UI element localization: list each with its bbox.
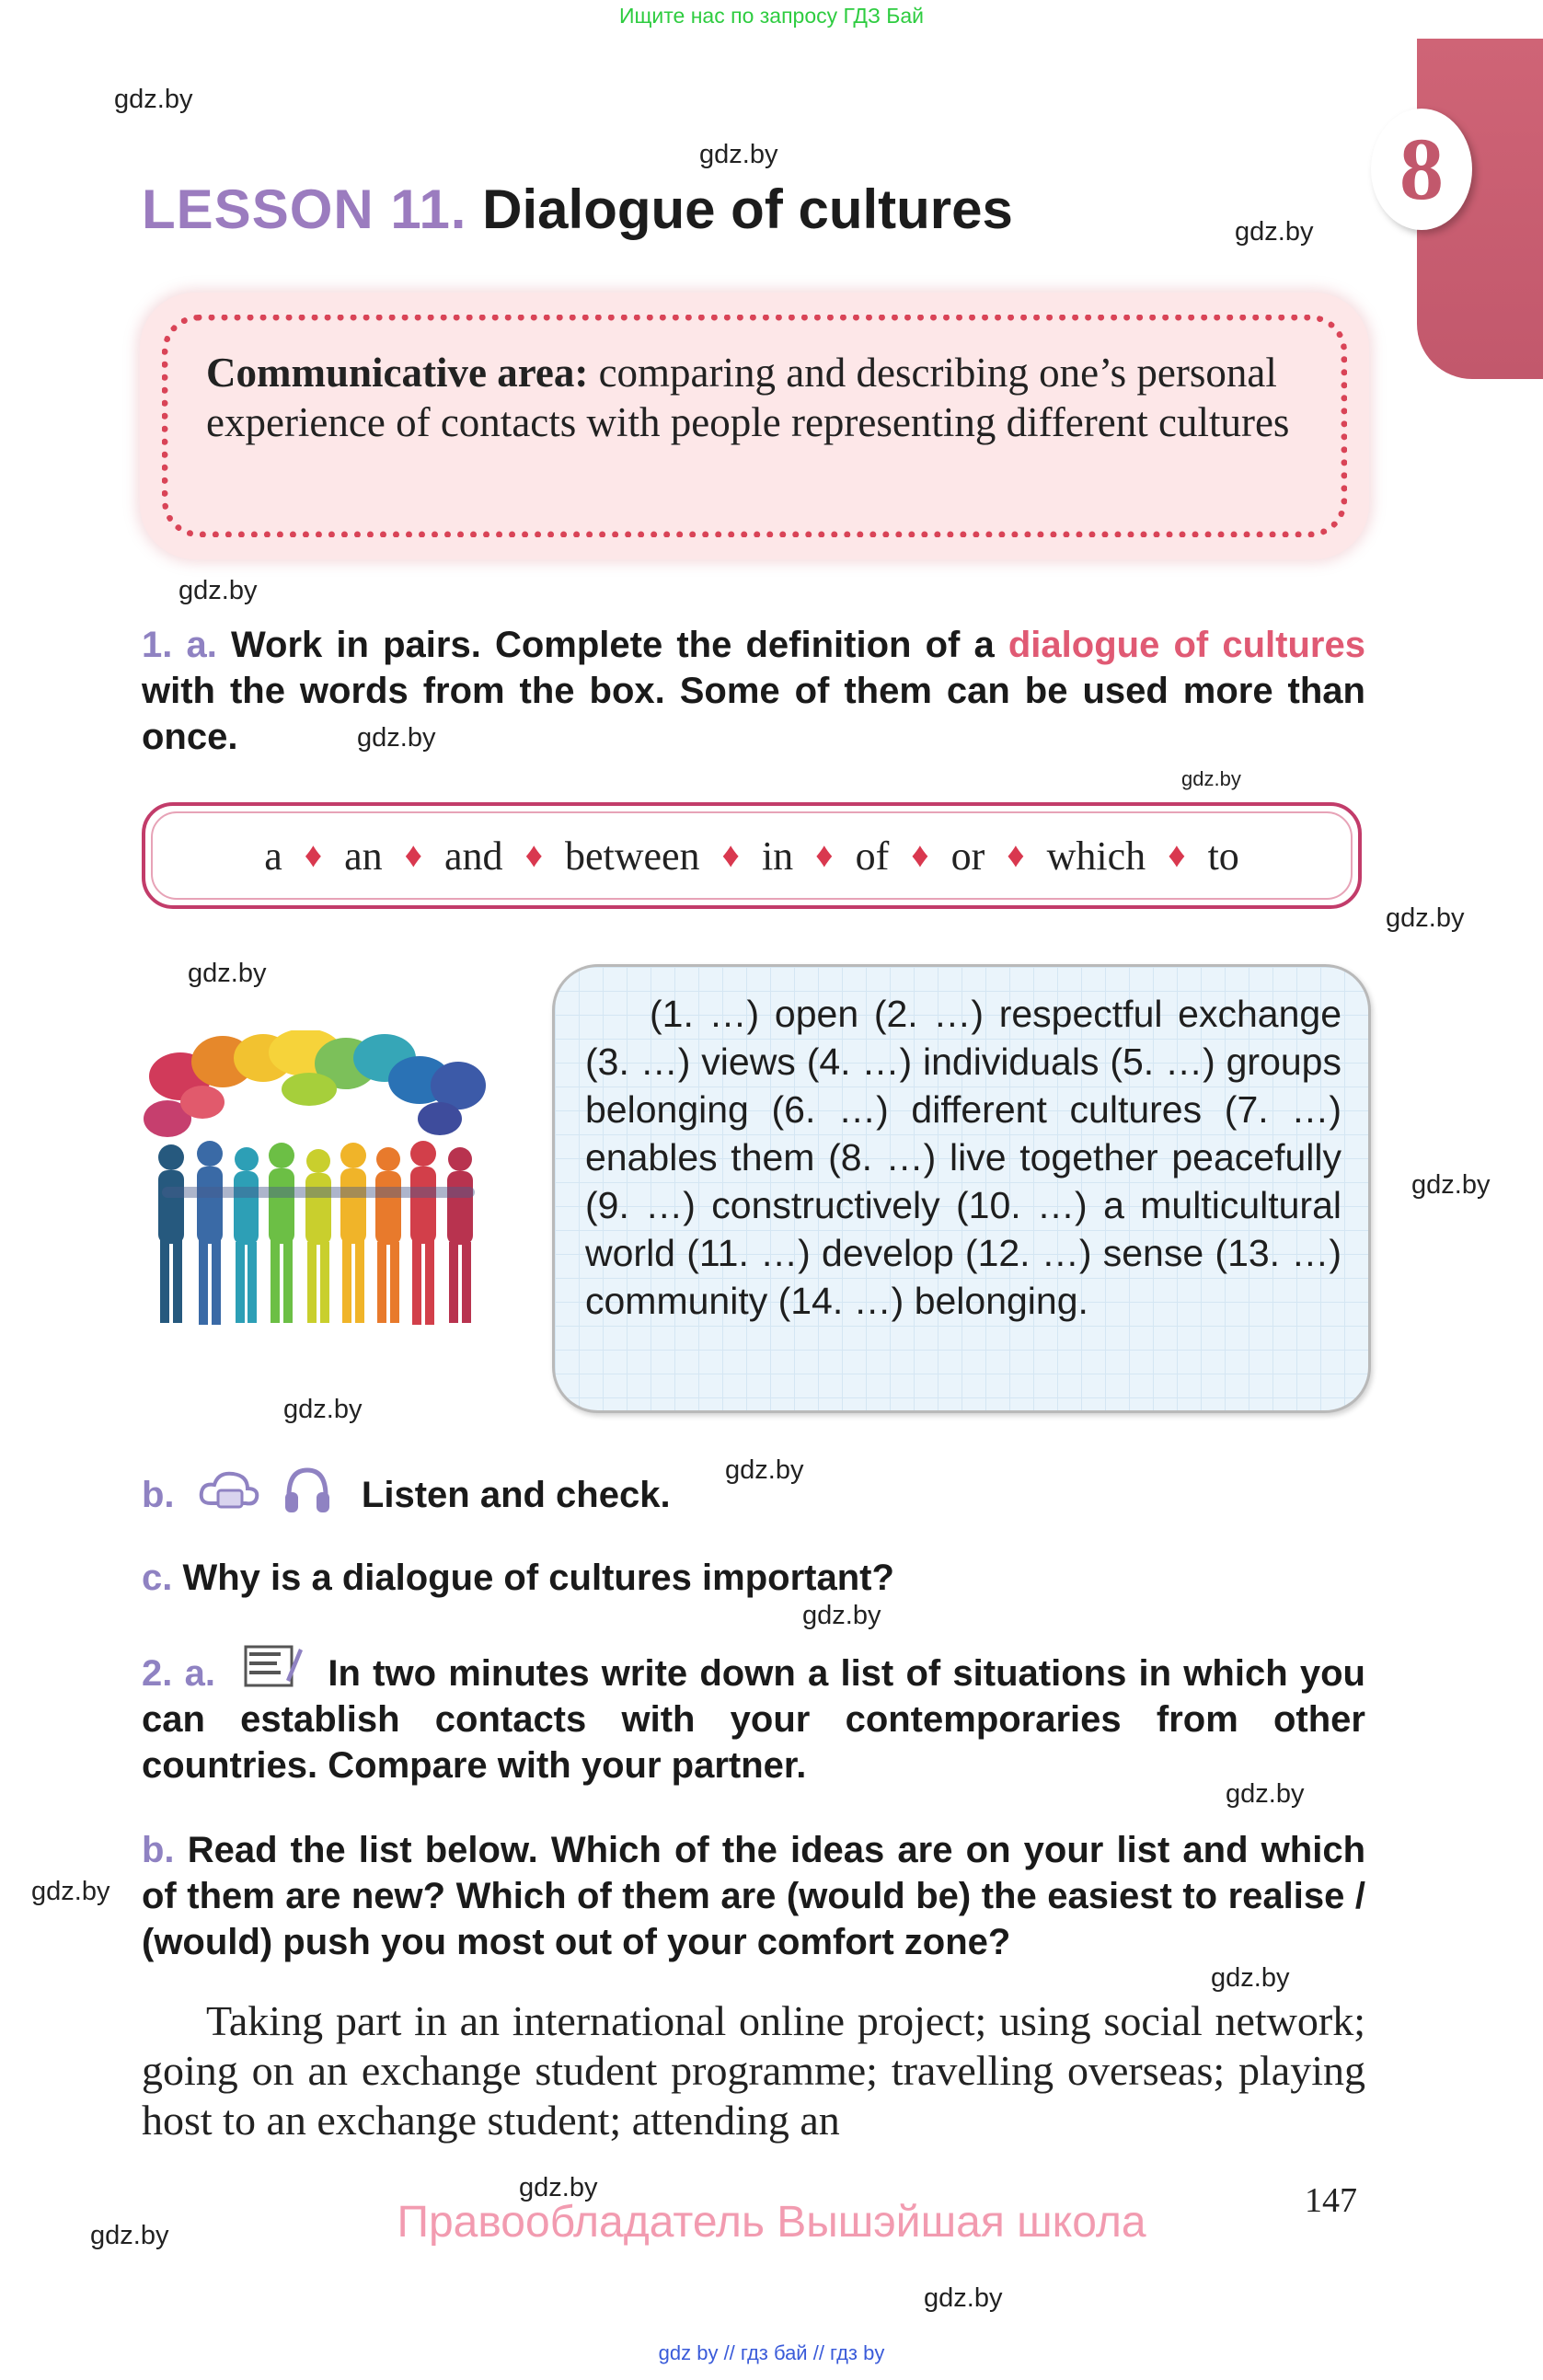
watermark: gdz.by	[188, 959, 267, 988]
watermark: gdz.by	[90, 2221, 169, 2250]
watermark: gdz.by	[1181, 767, 1241, 790]
diamond-separator-icon: ♦	[304, 836, 323, 875]
communicative-area-description: comparing and describing one’s personal experience of contacts with people representing different cultures	[206, 350, 1290, 445]
task-1b-text: Listen and check.	[361, 1475, 671, 1515]
watermark: gdz.by	[924, 2283, 1003, 2313]
diamond-separator-icon: ♦	[721, 836, 740, 875]
task-letter: c.	[142, 1558, 173, 1598]
word-box-words	[151, 811, 1353, 900]
word-item: between	[564, 833, 700, 879]
task-1a-text: Work in pairs. Complete the definition of a	[231, 625, 1008, 665]
diamond-separator-icon: ♦	[815, 836, 834, 875]
diamond-separator-icon: ♦	[404, 836, 423, 875]
task-number: 1.	[142, 625, 173, 665]
task-2b-text: Read the list below. Which of the ideas are on your list and which of them are new? Which of them are (would be) the easiest to realise / (would) push you most out of your comfort zone?	[142, 1830, 1365, 1962]
watermark: gdz.by	[1411, 1170, 1491, 1200]
task-1c-text: Why is a dialogue of cultures important?	[182, 1558, 894, 1598]
word-item: an	[344, 833, 383, 879]
lesson-number: LESSON 11.	[142, 178, 467, 240]
word-item: in	[761, 833, 794, 879]
page-number: 147	[1305, 2181, 1357, 2220]
cloud-download-icon	[198, 1466, 262, 1514]
task-letter: b.	[142, 1475, 175, 1515]
task-number: 2.	[142, 1653, 173, 1694]
task-letter: a.	[184, 1653, 215, 1694]
top-banner[interactable]: Ищите нас по запросу ГДЗ Бай	[618, 4, 925, 28]
reading-passage: Taking part in an international online project; using social network; going on an exchange student programme; travelling overseas; playing host to an exchange student; attending an	[142, 1997, 1365, 2144]
task-2b	[142, 1827, 1365, 1965]
people-speech-bubbles-illustration	[144, 1030, 493, 1343]
notebook-pencil-icon	[244, 1643, 305, 1689]
chapter-number: 8	[1399, 120, 1444, 218]
diamond-separator-icon: ♦	[911, 836, 929, 875]
copyright-notice: Правообладатель Вышэйшая школа	[397, 2198, 1146, 2247]
watermark: gdz.by	[802, 1601, 881, 1630]
lesson-title	[142, 173, 1013, 247]
watermark: gdz.by	[725, 1455, 804, 1485]
headphones-icon	[282, 1465, 333, 1516]
watermark: gdz.by	[699, 140, 778, 169]
footer-links[interactable]: gdz by // гдз бай // гдз by	[658, 2341, 885, 2364]
watermark: gdz.by	[114, 85, 193, 114]
watermark: gdz.by	[1235, 217, 1314, 247]
task-1a-highlight: dialogue of cultures	[1008, 625, 1365, 665]
watermark: gdz.by	[357, 723, 436, 753]
speech-bubbles	[144, 1030, 486, 1137]
watermark: gdz.by	[283, 1395, 363, 1424]
diamond-separator-icon: ♦	[1168, 836, 1186, 875]
watermark: gdz.by	[1386, 903, 1465, 933]
watermark: gdz.by	[519, 2173, 598, 2202]
word-item: of	[855, 833, 890, 879]
word-item: which	[1046, 833, 1146, 879]
task-1a-text-end: with the words from the box. Some of them can be used more than once.	[142, 671, 1365, 757]
diamond-separator-icon: ♦	[524, 836, 543, 875]
task-1a	[142, 622, 1365, 760]
task-1b	[142, 1465, 671, 1518]
people-silhouettes	[158, 1141, 475, 1325]
word-item: a	[264, 833, 282, 879]
watermark: gdz.by	[178, 576, 258, 605]
task-2a	[142, 1643, 1365, 1788]
task-letter: a.	[186, 625, 217, 665]
communicative-area-text	[206, 348, 1310, 447]
definition-text: (1. …) open (2. …) respectful exchange (3. …) views (4. …) individuals (5. …) groups belonging (6. …) different cultures (7. …) enables them (8. …) live together peacefully (9. …) constructively (10. …) a multicultural world (11. …) develop (12. …) sense (13. …) community (14. …) belonging.	[585, 993, 1341, 1322]
communicative-area-label: Communicative area:	[206, 350, 589, 396]
word-item: or	[950, 833, 985, 879]
task-1c	[142, 1555, 894, 1601]
watermark: gdz.by	[31, 1877, 110, 1906]
diamond-separator-icon: ♦	[1007, 836, 1025, 875]
watermark: gdz.by	[1226, 1779, 1305, 1809]
watermark: gdz.by	[1211, 1963, 1290, 1993]
word-item: to	[1207, 833, 1239, 879]
lesson-name: Dialogue of cultures	[482, 178, 1013, 240]
word-item: and	[444, 833, 503, 879]
task-2a-text: In two minutes write down a list of situations in which you can establish contacts with your contemporaries from other countries. Compare with your partner.	[142, 1653, 1365, 1786]
task-letter: b.	[142, 1830, 175, 1870]
